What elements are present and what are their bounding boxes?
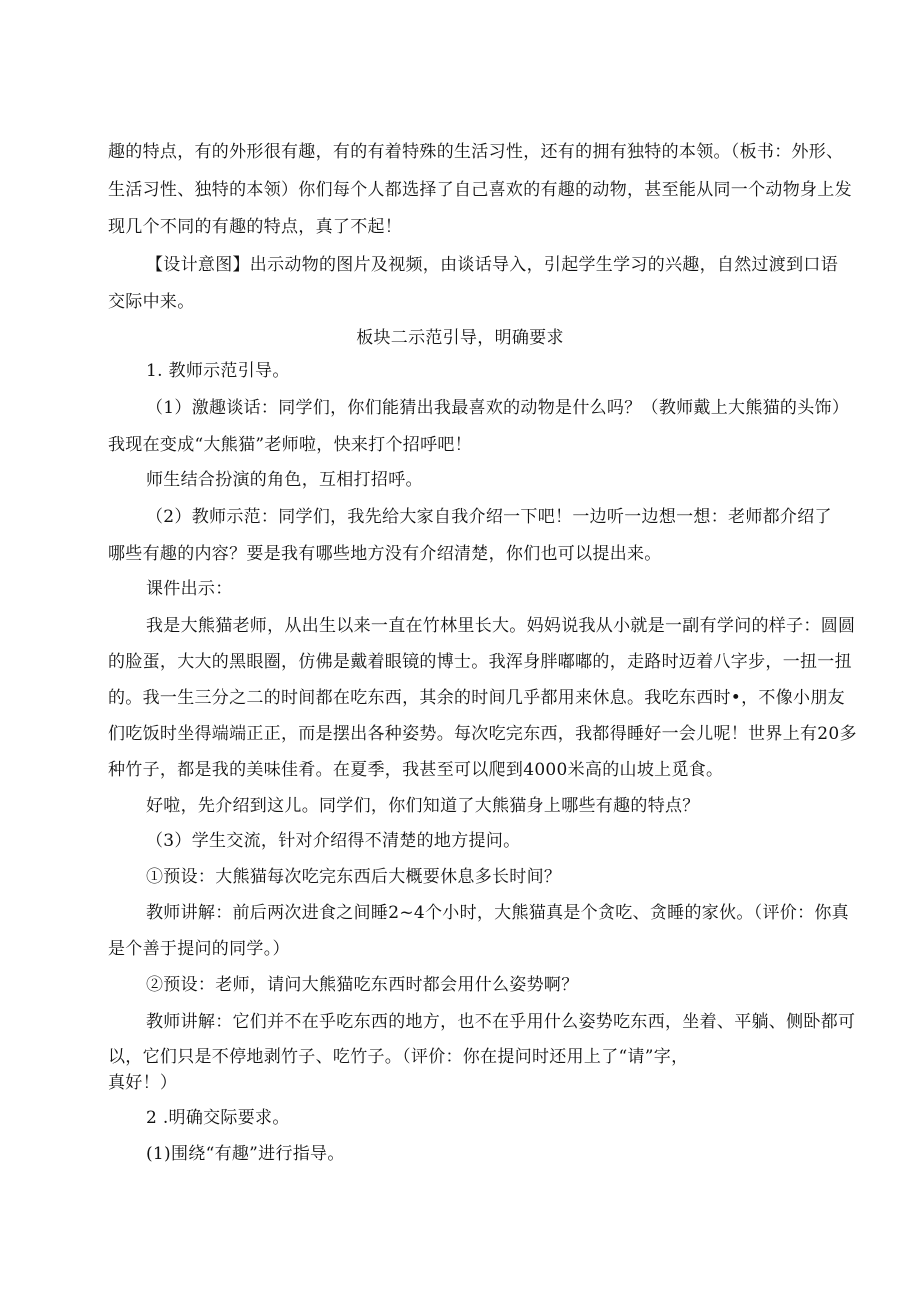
text-line: 种竹子，都是我的美味佳肴。在夏季，我甚至可以爬到4000米高的山坡上觅食。 [108, 760, 724, 780]
text-line: （2）教师示范：同学们，我先给大家自我介绍一下吧！一边听一边想一想：老师都介绍了 [146, 507, 832, 527]
text-line: 教师讲解：它们并不在乎吃东西的地方，也不在乎用什么姿势吃东西，坐着、平躺、侧卧都可 [146, 1012, 856, 1032]
text-line: 的脸蛋，大大的黑眼圈，仿佛是戴着眼镜的博士。我浑身胖嘟嘟的，走路时迈着八字步，一扭一扭 [108, 652, 852, 672]
text-line: 教师讲解：前后两次进食之间睡2~4个小时，大熊猫真是个贪吃、贪睡的家伙。（评价：你真 [146, 903, 849, 923]
text-line: 交际中来。 [108, 292, 195, 312]
text-line: （3）学生交流，针对介绍得不清楚的地方提问。 [146, 831, 521, 851]
text-line: 真好！） [108, 1073, 178, 1093]
section-heading: 板块二示范引导，明确要求 [356, 328, 564, 348]
text-line: 课件出示： [146, 579, 233, 599]
text-line: 以，它们只是不停地剥竹子、吃竹子。（评价：你在提问时还用上了“请”字， [108, 1047, 689, 1067]
text-line: (1)围绕“有趣”进行指导。 [146, 1144, 345, 1164]
text-line: 我现在变成“大熊猫”老师啦，快来打个招呼吧！ [108, 435, 472, 455]
text-line: 生活习性、独特的本领）你们每个人都选择了自己喜欢的有趣的动物，甚至能从同一个动物身上发 [108, 180, 852, 200]
text-line: 趣的特点，有的外形很有趣，有的有着特殊的生活习性，还有的拥有独特的本领。（板书：外形、 [108, 142, 844, 162]
list-item-heading: 1. 教师示范引导。 [146, 361, 290, 381]
text-line: 现几个不同的有趣的特点，真了不起！ [108, 217, 403, 237]
text-line: （1）激趣谈话：同学们，你们能猜出我最喜欢的动物是什么吗？（教师戴上大熊猫的头饰） [146, 398, 850, 418]
text-line: 们吃饭时坐得端端正正，而是摆出各种姿势。每次吃完东西，我都得睡好一会儿呢！世界上有20多 [108, 724, 857, 744]
text-line: 我是大熊猫老师，从出生以来一直在竹林里长大。妈妈说我从小就是一副有学问的样子：圆圆 [146, 616, 856, 636]
text-line: 是个善于提问的同学。） [108, 939, 290, 959]
text-line: 【设计意图】出示动物的图片及视频，由谈话导入，引起学生学习的兴趣，自然过渡到口语 [146, 255, 838, 275]
text-line: 哪些有趣的内容？要是我有哪些地方没有介绍清楚，你们也可以提出来。 [108, 544, 662, 564]
text-line: 师生结合扮演的角色，互相打招呼。 [146, 470, 423, 490]
text-line: 好啦，先介绍到这儿。同学们，你们知道了大熊猫身上哪些有趣的特点？ [146, 796, 700, 816]
text-line: 的。我一生三分之二的时间都在吃东西，其余的时间几乎都用来休息。我吃东西时•，不像小朋友 [108, 688, 845, 708]
list-item-heading: 2 .明确交际要求。 [146, 1108, 290, 1128]
text-line: ②预设：老师，请问大熊猫吃东西时都会用什么姿势啊？ [146, 975, 579, 995]
text-line: ①预设：大熊猫每次吃完东西后大概要休息多长时间？ [146, 867, 562, 887]
